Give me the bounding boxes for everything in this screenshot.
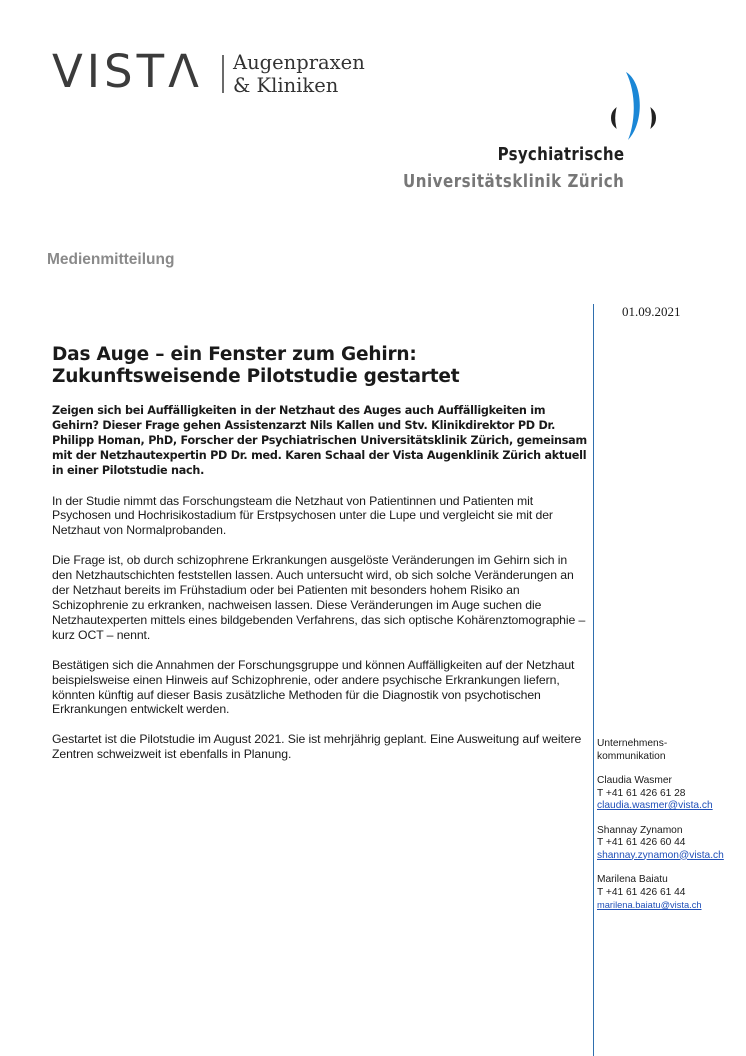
sidebar-divider (593, 304, 594, 1056)
contact-email-link[interactable]: claudia.wasmer@vista.ch (597, 800, 713, 811)
document-type-label: Medienmitteilung (47, 251, 175, 268)
contact-card (597, 775, 745, 813)
contact-phone: T +41 61 426 61 28 (597, 787, 686, 799)
body-paragraph-4: Gestartet ist die Pilotstudie im August 2021. Sie ist mehrjährig geplant. Eine Ausweitung auf weitere Zentren schweizweit ist ebenfalls in Planung. (52, 732, 582, 762)
lead-paragraph: Zeigen sich bei Auffälligkeiten in der Netzhaut des Auges auch Auffälligkeiten im Gehirn? Dieser Frage gehen Assistenzarzt Nils Kallen und Stv. Klinikdirektor PD Dr. Philipp Homan, PhD, Forscher der Psychiatrischen Universitätsklinik Zürich, gemeinsam mit der Netzhautexpertin PD Dr. med. Karen Schaal der Vista Augenklinik Zürich aktuell in einer Pilotstudie nach. (52, 404, 587, 477)
contact-email-link[interactable]: marilena.baiatu@vista.ch (597, 900, 702, 910)
puk-logo-line1: Psychiatrische (497, 145, 624, 165)
vista-logo-divider (222, 55, 224, 93)
page-title (52, 344, 572, 388)
vista-logo-subtitle (233, 51, 365, 97)
contact-sidebar (597, 738, 745, 924)
department-line2: kommunikation (597, 750, 666, 762)
headline-line1: Das Auge – ein Fenster zum Gehirn: (52, 344, 417, 365)
department-line1: Unternehmens- (597, 738, 668, 749)
document-date: 01.09.2021 (622, 304, 681, 319)
contact-card (597, 874, 745, 912)
contact-email-link[interactable]: shannay.zynamon@vista.ch (597, 849, 724, 861)
contact-phone: T +41 61 426 60 44 (597, 837, 686, 848)
headline-line2: Zukunftsweisende Pilotstudie gestartet (52, 366, 460, 387)
puk-logo-line2: Universitätsklinik Zürich (402, 172, 624, 192)
body-paragraph-1: In der Studie nimmt das Forschungsteam die Netzhaut von Patientinnen und Patienten mit Psychosen und Hochrisikostadium für Erstpsychosen unter die Lupe und vergleicht sie mit der Netzhaut von Normalprobanden. (52, 493, 553, 538)
department-label (597, 738, 745, 763)
vista-wordmark: VISTΛ (52, 45, 203, 98)
puk-logo-mark-icon (603, 72, 663, 142)
body-paragraph-2: Die Frage ist, ob durch schizophrene Erkrankungen ausgelöste Veränderungen im Gehirn sich in den Netzhautschichten feststellen lassen. Auch untersucht wird, ob sich solche Veränderungen an der Netzhaut bereits im Frühstadium oder bei Patienten mit besonders hohem Risiko an Schizophrenie zu erkranken, nachweisen lassen. Diese Veränderungen im Auge suchen die Netzhautexperten mittels eines bildgebenden Verfahrens, das sich optische Kohärenztomographie – kurz OCT – nennt. (52, 553, 586, 642)
contact-name: Marilena Baiatu (597, 874, 668, 885)
contact-card (597, 825, 745, 863)
contact-phone: T +41 61 426 61 44 (597, 886, 686, 898)
contact-name: Claudia Wasmer (597, 775, 672, 786)
vista-subtitle-line1: Augenpraxen (233, 51, 365, 74)
body-paragraph-3: Bestätigen sich die Annahmen der Forschungsgruppe und können Auffälligkeiten auf der Netzhaut beispielsweise einen Hinweis auf Schizophrenie, oder andere psychische Erkrankungen liefern, könnten künftig auf dieser Basis zusätzliche Methoden für die Diagnostik von psychotischen Erkrankungen entwickelt werden. (52, 657, 575, 717)
vista-subtitle-line2: & Kliniken (233, 74, 339, 97)
article-body (52, 404, 587, 777)
contact-name: Shannay Zynamon (597, 824, 683, 836)
